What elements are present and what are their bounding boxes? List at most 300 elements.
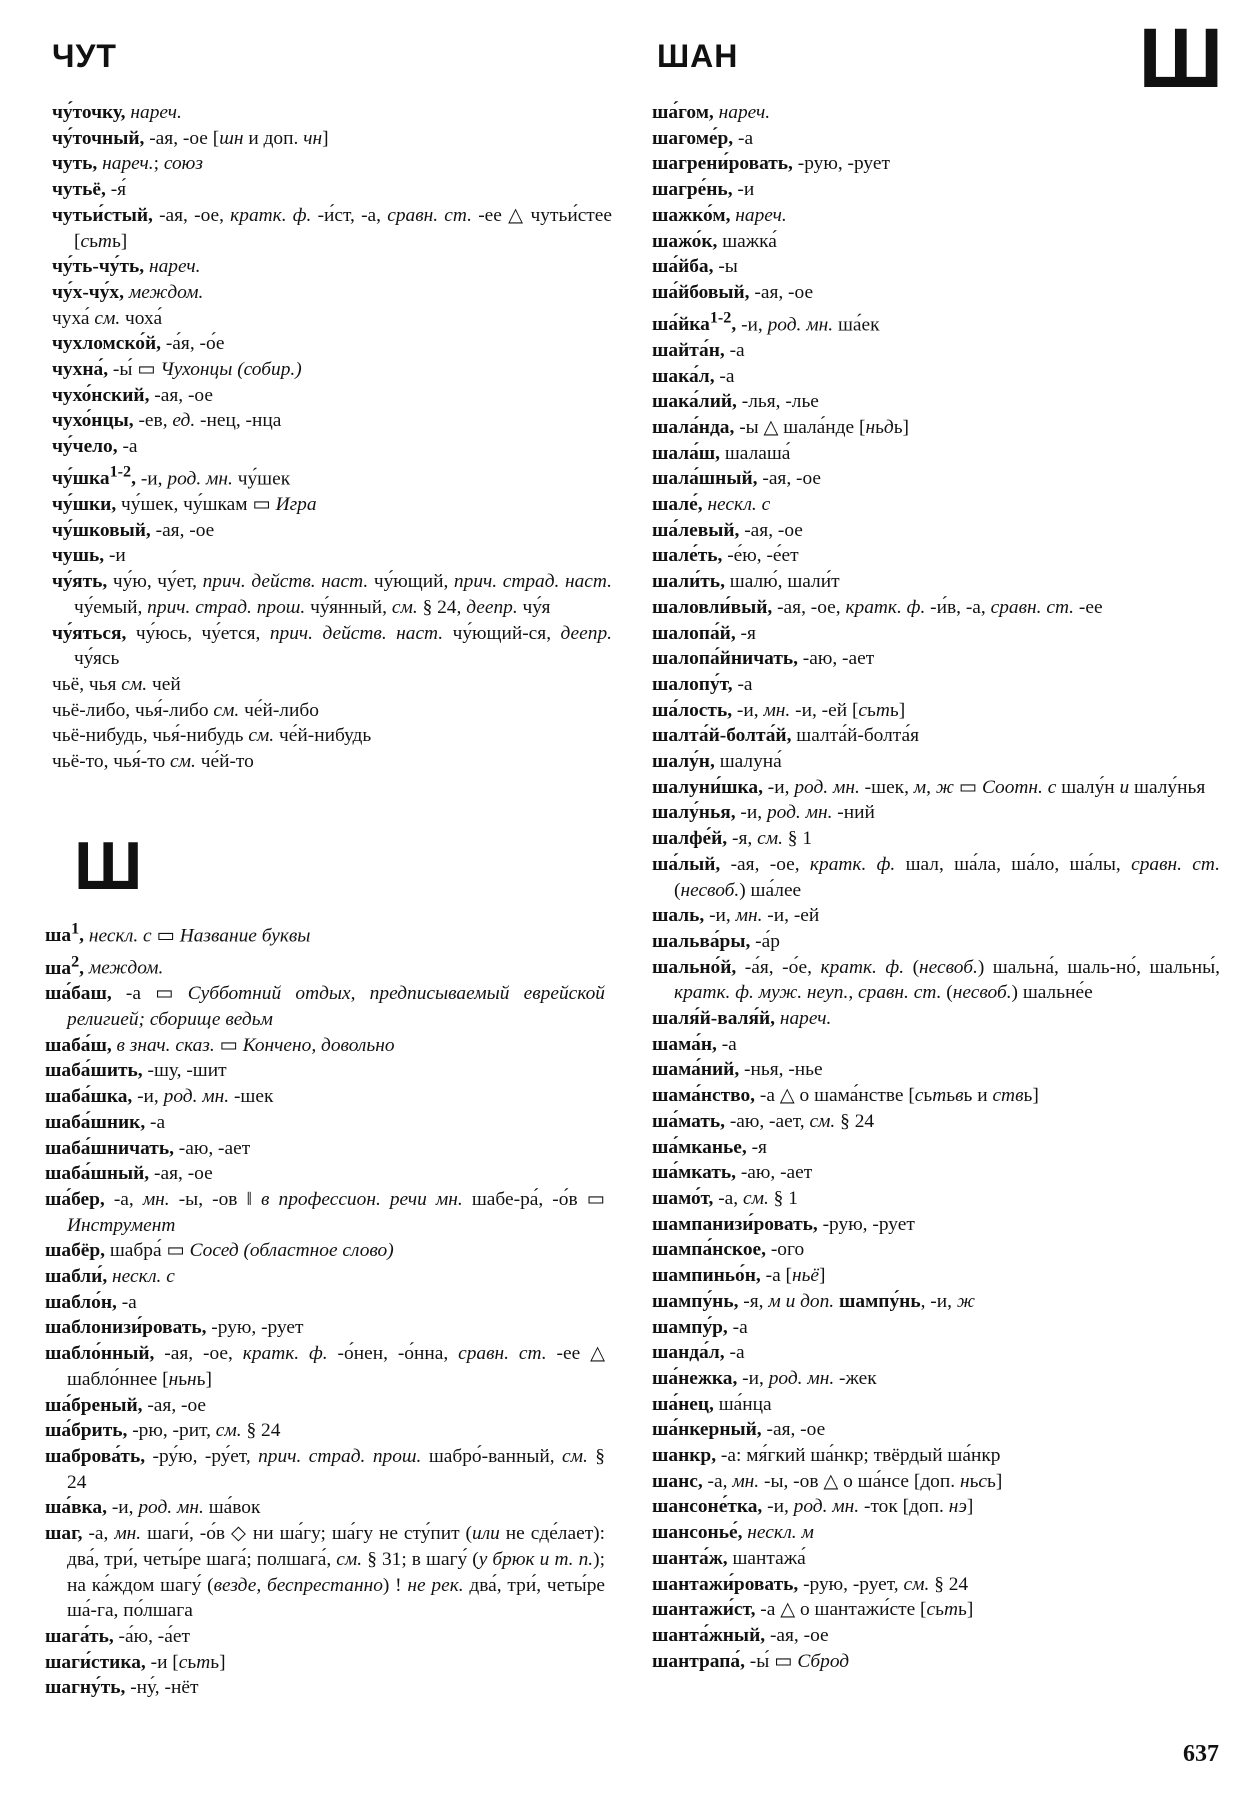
- dictionary-entry: [652, 254, 1220, 280]
- entry-headword: шалфе́й,: [652, 828, 728, 850]
- entry-headword: чу́точный,: [52, 127, 145, 149]
- entry-body: -ая, -ое, кратк. ф. шал, ша́ла, ша́ло, ша́лы, сравн. ст. (несвоб.) ша́лее: [674, 853, 1221, 901]
- entry-body: -ая, -ое: [765, 1624, 829, 1646]
- entry-body: -ая, -ое: [149, 1163, 213, 1185]
- dictionary-entry: [652, 1340, 1220, 1366]
- entry-body: -и, род. мн. -ний: [735, 802, 875, 824]
- entry-body: ша́нца: [713, 1393, 772, 1415]
- dictionary-entry: [52, 672, 612, 698]
- entry-body: -я́: [105, 179, 127, 201]
- entry-headword: чуть,: [52, 153, 98, 175]
- entry-body: -а: [732, 673, 753, 695]
- entry-body: -аю, -ает, см. § 24: [724, 1110, 875, 1132]
- dictionary-entry: [52, 383, 612, 409]
- entry-headword: шабли́,: [45, 1266, 108, 1288]
- entry-headword: шампу́нь,: [652, 1290, 739, 1312]
- entry-headword: шанта́ж,: [652, 1547, 728, 1569]
- right-column: [652, 100, 1220, 1674]
- dictionary-entry: [652, 1135, 1220, 1161]
- entry-body: -ая, -ое, кратк. ф. -о́нен, -о́нна, сравн. ст. -ее △ шабло́ннее [ньнь]: [67, 1343, 605, 1390]
- dictionary-entry: [652, 1109, 1220, 1135]
- entry-body: чьё, чья см. чей: [52, 673, 181, 695]
- dictionary-entry: [45, 949, 605, 981]
- dictionary-entry: [652, 1237, 1220, 1263]
- entry-body: -и, род. мн. чу́шек: [135, 468, 291, 490]
- entry-body: шалаша́: [720, 442, 791, 464]
- dictionary-entry: [652, 1263, 1220, 1289]
- entry-headword: шаг,: [45, 1523, 83, 1545]
- dictionary-entry: [652, 1443, 1220, 1469]
- entry-body: -ая, -ое, кратк. ф. -и́ст, -а, сравн. ст. -ее △ чутьи́стее [сьть]: [74, 204, 612, 252]
- entry-headword: шабло́н,: [45, 1291, 117, 1313]
- entry-body: -а △ о шантажи́сте [сьть]: [755, 1599, 974, 1621]
- dictionary-entry: [652, 955, 1220, 1006]
- entry-headword: ша́мать,: [652, 1110, 725, 1132]
- entry-body: -ы́ ▭ Сброд: [744, 1650, 850, 1672]
- entry-body: -ая, -ое, кратк. ф. -и́в, -а, сравн. ст. -ее: [772, 596, 1103, 618]
- entry-headword: шала́шный,: [652, 468, 758, 490]
- dictionary-entry: [52, 408, 612, 434]
- entry-headword: ша́вка,: [45, 1497, 107, 1519]
- entry-headword: шаброва́ть,: [45, 1446, 146, 1467]
- entry-headword: шака́лий,: [652, 391, 737, 413]
- entry-headword: ша́лый,: [652, 853, 721, 875]
- entry-body: -нья, -нье: [739, 1059, 823, 1081]
- dictionary-entry: [45, 1187, 605, 1238]
- entry-headword: чухна́,: [52, 359, 109, 381]
- entry-body: -а́ю, -а́ет: [113, 1625, 190, 1647]
- section-heading-letter: Ш: [74, 828, 143, 904]
- dictionary-entry: [52, 492, 612, 518]
- entry-headword: шабло́нный,: [45, 1343, 155, 1365]
- dictionary-entry: [652, 177, 1220, 203]
- entry-body: -а́я, -о́е, кратк. ф. (несвоб.) шальна́, шаль-но́, шальны́, кратк. ф. муж. неуп., сравн. ст. (несвоб.) шальне́е: [674, 956, 1220, 1004]
- dictionary-entry: [52, 254, 612, 280]
- entry-headword: шаги́стика,: [45, 1651, 146, 1673]
- entry-headword: ша́нежка,: [652, 1367, 738, 1389]
- entry-headword: шака́л,: [652, 365, 715, 387]
- entry-headword: шале́,: [652, 494, 703, 516]
- entry-body: чу́шек, чу́шкам ▭ Игра: [116, 494, 317, 516]
- dictionary-entry: [45, 1033, 605, 1059]
- dictionary-entry: [652, 1494, 1220, 1520]
- entry-body: чу́юсь, чу́ется, прич. действ. наст. чу́ющий-ся, деепр. чу́ясь: [74, 622, 612, 670]
- entry-body: -ы́ ▭ Чухонцы (собир.): [108, 359, 302, 381]
- dictionary-entry: [45, 1675, 605, 1701]
- entry-headword: шантрапа́,: [652, 1650, 745, 1672]
- entry-body: нареч.: [718, 102, 771, 123]
- entry-headword: шалуни́шка,: [652, 776, 763, 798]
- entry-body: -ы: [713, 256, 738, 278]
- entry-headword: чушь,: [52, 545, 105, 567]
- dictionary-entry: [652, 1623, 1220, 1649]
- entry-headword: чухломско́й,: [52, 333, 161, 355]
- entry-headword: шально́й,: [652, 956, 737, 978]
- dictionary-entry: [52, 306, 612, 332]
- dictionary-entry: [652, 280, 1220, 306]
- dictionary-entry: [652, 1186, 1220, 1212]
- entry-headword: чу́ть-чу́ть,: [52, 256, 145, 278]
- entry-body: -и, род. мн. -жек: [737, 1367, 877, 1389]
- entry-body: шалта́й-болта́я: [791, 725, 920, 747]
- entry-headword: ша́гом,: [652, 102, 714, 123]
- entry-headword: ша́бреный,: [45, 1394, 143, 1416]
- dictionary-entry: [652, 929, 1220, 955]
- dictionary-entry: [652, 466, 1220, 492]
- entry-headword: чу́точку,: [52, 102, 126, 123]
- dictionary-entry: [652, 800, 1220, 826]
- dictionary-entry: [652, 1212, 1220, 1238]
- dictionary-entry: [652, 1469, 1220, 1495]
- dictionary-entry: [45, 1315, 605, 1341]
- entry-headword: шампа́нское,: [652, 1239, 766, 1261]
- dictionary-entry: [52, 126, 612, 152]
- entry-body: нареч.: [779, 1008, 832, 1030]
- entry-headword: ша́левый,: [652, 519, 740, 541]
- entry-body: -и, род. мн. ша́ек: [736, 314, 880, 336]
- entry-headword: шаблонизи́ровать,: [45, 1317, 207, 1339]
- entry-headword: ша́мканье,: [652, 1136, 747, 1158]
- dictionary-entry: [52, 151, 612, 177]
- dictionary-entry: [652, 492, 1220, 518]
- entry-body: чу́ю, чу́ет, прич. действ. наст. чу́ющий, прич. страд. наст. чу́емый, прич. страд. прош. чу́янный, см. § 24, деепр. чу́я: [74, 571, 612, 618]
- entry-body: шалуна́: [714, 751, 782, 773]
- entry-body: -я, м и доп. шампу́нь, -и, ж: [738, 1290, 975, 1312]
- dictionary-entry: [652, 826, 1220, 852]
- entry-headword: ша́йбовый,: [652, 281, 750, 303]
- entry-body: -аю, -ает: [173, 1137, 251, 1159]
- entry-body: -е́ю, -е́ет: [722, 545, 799, 567]
- entry-headword: шанта́жный,: [652, 1624, 766, 1646]
- page-number: 637: [1183, 1741, 1219, 1767]
- entry-headword: шанс,: [652, 1470, 703, 1492]
- entry-headword: шага́ть,: [45, 1625, 114, 1647]
- entry-body: -лья, -лье: [736, 391, 819, 413]
- entry-body: нареч.; союз: [102, 153, 203, 175]
- entry-headword: шаловли́вый,: [652, 596, 773, 618]
- entry-headword: шама́ний,: [652, 1059, 740, 1081]
- entry-headword: шала́ш,: [652, 442, 721, 464]
- entry-body: -я: [735, 622, 756, 644]
- entry-headword: шама́нство,: [652, 1085, 756, 1107]
- dictionary-entry: [652, 1160, 1220, 1186]
- dictionary-entry: [652, 1315, 1220, 1341]
- entry-headword: ша́лость,: [652, 699, 733, 721]
- dictionary-entry: [52, 177, 612, 203]
- entry-headword: шаба́шить,: [45, 1060, 143, 1082]
- entry-body: -рую, -рует: [817, 1213, 915, 1235]
- dictionary-entry: [652, 1057, 1220, 1083]
- entry-headword: ша́йба,: [652, 256, 714, 278]
- entry-body: -ого: [766, 1239, 805, 1261]
- entry-headword: шантажи́ст,: [652, 1599, 756, 1621]
- entry-headword: шампу́р,: [652, 1316, 728, 1338]
- entry-body: нареч.: [735, 204, 787, 226]
- entry-body: шабра́ ▭ Сосед (областное слово): [105, 1240, 394, 1262]
- entry-headword: ша́мкать,: [652, 1162, 736, 1184]
- entry-headword: ша́брить,: [45, 1420, 128, 1442]
- dictionary-entry: [652, 543, 1220, 569]
- entry-body: -шу, -шит: [142, 1060, 227, 1082]
- dictionary-entry: [652, 1392, 1220, 1418]
- dictionary-entry: [652, 1546, 1220, 1572]
- entry-body: -а: [724, 339, 745, 361]
- dictionary-entry: [652, 1083, 1220, 1109]
- entry-headword: шалта́й-болта́й,: [652, 725, 792, 747]
- entry-body: -ая, -ое: [142, 1394, 207, 1416]
- dictionary-entry: [652, 903, 1220, 929]
- entry-headword: чутьи́стый,: [52, 204, 153, 226]
- entry-headword: шанкр,: [652, 1445, 717, 1467]
- running-head-right: ШАН: [657, 38, 739, 74]
- entry-headword: чухо́нцы,: [52, 410, 134, 432]
- entry-body: шалю́, шали́т: [724, 571, 840, 593]
- entry-body: -а́я, -о́е: [160, 333, 225, 355]
- entry-headword: шала́нда,: [652, 416, 735, 438]
- entry-headword: чутьё,: [52, 179, 106, 201]
- entry-body: -а, мн. -ы, -ов ‖ в профессион. речи мн. шабе-ра́, -о́в ▭ Инструмент: [67, 1188, 605, 1236]
- entry-body: -и, род. мн. -шек: [132, 1086, 274, 1108]
- entry-headword: $ша^2$,: [45, 953, 85, 979]
- entry-body: нескл. с: [112, 1266, 175, 1288]
- entry-headword: шаба́шничать,: [45, 1137, 174, 1159]
- entry-headword: ша́баш,: [45, 983, 112, 1005]
- dictionary-entry: [652, 151, 1220, 177]
- dictionary-entry: [652, 1597, 1220, 1623]
- dictionary-entry: [52, 698, 612, 724]
- dictionary-entry: [652, 1006, 1220, 1032]
- entry-body: -и: [732, 179, 755, 201]
- dictionary-entry: [652, 203, 1220, 229]
- dictionary-entry: [45, 1264, 605, 1290]
- entry-body: -и, род. мн. -шек, м, ж ▭ Соотн. с шалу́н и шалу́нья: [762, 776, 1206, 798]
- dictionary-entry: [652, 621, 1220, 647]
- dictionary-entry: [52, 331, 612, 357]
- entry-body: -и, род. мн. ша́вок: [106, 1497, 261, 1519]
- dictionary-entry: [45, 1418, 605, 1444]
- dictionary-entry: [45, 1161, 605, 1187]
- dictionary-entry: [52, 621, 612, 672]
- entry-headword: ша́бер,: [45, 1188, 105, 1210]
- dictionary-entry: [652, 338, 1220, 364]
- entry-body: нареч.: [130, 102, 182, 123]
- dictionary-entry: [652, 364, 1220, 390]
- entry-body: -и [сьть]: [145, 1651, 226, 1673]
- entry-headword: $ша^1$,: [45, 921, 85, 947]
- entry-body: -и, мн. -и, -ей: [704, 905, 820, 927]
- entry-headword: шамо́т,: [652, 1188, 714, 1209]
- entry-body: -а: [733, 127, 754, 149]
- entry-body: -а: [714, 365, 735, 387]
- entry-headword: шама́н,: [652, 1033, 717, 1055]
- entry-headword: чу́х-чу́х,: [52, 281, 124, 303]
- entry-headword: шансонье́,: [652, 1522, 743, 1544]
- dictionary-entry: [652, 518, 1220, 544]
- dictionary-entry: [652, 569, 1220, 595]
- entry-headword: чу́яться,: [52, 622, 127, 644]
- entry-headword: шагну́ть,: [45, 1677, 126, 1699]
- dictionary-entry: [652, 389, 1220, 415]
- entry-headword: чу́ять,: [52, 571, 108, 593]
- dictionary-entry: [45, 1058, 605, 1084]
- entry-body: -а: мя́гкий ша́нкр; твёрдый ша́нкр: [716, 1445, 1001, 1467]
- entry-body: -ру́ю, -ру́ет, прич. страд. прош. шабро́-ванный, см. § 24: [67, 1446, 606, 1493]
- entry-headword: шале́ть,: [652, 545, 723, 567]
- dictionary-entry: [52, 280, 612, 306]
- dictionary-entry: [652, 100, 1220, 126]
- dictionary-entry: [45, 1495, 605, 1521]
- left-column-lower: [45, 917, 605, 1701]
- entry-body: -а, мн. -ы, -ов △ о ша́нсе [доп. ньсь]: [702, 1470, 1003, 1492]
- entry-headword: ша́нкерный,: [652, 1419, 762, 1441]
- entry-body: чуха́ см. чоха́: [52, 307, 163, 329]
- entry-body: -ая, -ое: [149, 384, 213, 406]
- entry-body: -а: [145, 1111, 166, 1133]
- entry-body: -а △ о шама́нстве [сьтьвь и ствь]: [755, 1085, 1039, 1107]
- dictionary-entry: [52, 518, 612, 544]
- entry-body: -рую, -рует, см. § 24: [798, 1573, 969, 1595]
- dictionary-entry: [45, 917, 605, 949]
- entry-headword: шалопа́й,: [652, 622, 736, 644]
- dictionary-entry: [652, 441, 1220, 467]
- entry-headword: ша́нец,: [652, 1393, 714, 1415]
- entry-headword: шагрени́ровать,: [652, 153, 793, 175]
- dictionary-entry: [52, 434, 612, 460]
- dictionary-entry: [652, 1649, 1220, 1675]
- entry-headword: шайта́н,: [652, 339, 725, 361]
- dictionary-entry: [45, 1136, 605, 1162]
- dictionary-entry: [45, 1650, 605, 1676]
- entry-headword: шаба́шка,: [45, 1086, 133, 1108]
- dictionary-entry: [45, 1110, 605, 1136]
- entry-body: нескл. с: [707, 494, 771, 516]
- dictionary-entry: [652, 1366, 1220, 1392]
- dictionary-entry: [652, 306, 1220, 338]
- entry-headword: шаба́шный,: [45, 1163, 150, 1185]
- dictionary-entry: [652, 723, 1220, 749]
- entry-body: шантажа́: [727, 1547, 806, 1569]
- dictionary-entry: [652, 852, 1220, 903]
- entry-body: нареч.: [148, 256, 201, 278]
- dictionary-entry: [652, 749, 1220, 775]
- dictionary-entry: [52, 460, 612, 492]
- entry-headword: шампанизи́ровать,: [652, 1213, 818, 1235]
- entry-body: -а [ньё]: [760, 1265, 826, 1287]
- entry-headword: чу́шки,: [52, 494, 117, 516]
- left-column-upper: [52, 100, 612, 775]
- entry-headword: шальва́ры,: [652, 930, 751, 952]
- entry-body: -а: [716, 1033, 737, 1055]
- entry-headword: чу́чело,: [52, 436, 118, 458]
- entry-headword: шажо́к,: [652, 230, 718, 252]
- entry-body: -а, мн. шаги́, -о́в ◇ ни ша́гу; ша́гу не сту́пит (или не сде́лает): два́, три́, четы́ре шага́; полшага́, см. § 31; в шагу́ (у брюк и т. п.); на ка́ждом шагу́ (везде, беспрестанно) ! не рек. два́, три́, четы́ре ша́-га, по́лшага: [67, 1523, 606, 1622]
- dictionary-entry: [52, 569, 612, 620]
- dictionary-entry: [652, 415, 1220, 441]
- entry-headword: шаль,: [652, 905, 705, 927]
- entry-body: -и, мн. -и, -ей [сьть]: [732, 699, 906, 721]
- entry-headword: шагре́нь,: [652, 179, 733, 201]
- entry-body: -ая, -ое: [757, 468, 822, 490]
- dictionary-entry: [45, 1393, 605, 1419]
- entry-body: -аю, -ает: [735, 1162, 813, 1184]
- entry-body: -я: [746, 1136, 767, 1158]
- dictionary-entry: [52, 357, 612, 383]
- entry-body: -ая, -ое [шн и доп. чн]: [144, 127, 329, 149]
- entry-headword: чу́шка$^{1-2}$,: [52, 463, 136, 490]
- entry-body: -рую, -рует: [206, 1317, 304, 1339]
- entry-body: -а: [724, 1342, 745, 1364]
- entry-headword: шампиньо́н,: [652, 1265, 761, 1287]
- entry-headword: шалопа́йничать,: [652, 648, 798, 670]
- entry-body: -рю, -рит, см. § 24: [127, 1420, 281, 1442]
- running-head-left: ЧУТ: [52, 38, 117, 74]
- entry-headword: шансоне́тка,: [652, 1496, 763, 1518]
- dictionary-entry: [652, 698, 1220, 724]
- entry-body: -ая, -ое: [739, 519, 803, 541]
- dictionary-entry: [652, 775, 1220, 801]
- dictionary-entry: [45, 1624, 605, 1650]
- entry-headword: чухо́нский,: [52, 384, 150, 406]
- dictionary-entry: [52, 203, 612, 254]
- entry-headword: шаля́й-валя́й,: [652, 1008, 775, 1030]
- dictionary-entry: [52, 543, 612, 569]
- entry-headword: шалу́нья,: [652, 802, 736, 824]
- dictionary-entry: [652, 1520, 1220, 1546]
- entry-body: -ев, ед. -нец, -нца: [133, 410, 282, 432]
- entry-body: -а, см. § 1: [713, 1188, 798, 1209]
- dictionary-entry: [45, 1341, 605, 1392]
- dictionary-entry: [652, 126, 1220, 152]
- entry-body: в знач. сказ. ▭ Кончено, довольно: [116, 1034, 395, 1056]
- entry-body: -аю, -ает: [797, 648, 875, 670]
- entry-body: -ая, -ое: [749, 281, 814, 303]
- dictionary-entry: [52, 749, 612, 775]
- dictionary-entry: [652, 646, 1220, 672]
- dictionary-entry: [652, 672, 1220, 698]
- entry-body: -а: [117, 436, 138, 458]
- entry-body: -и: [104, 545, 126, 567]
- entry-headword: шантажи́ровать,: [652, 1573, 799, 1595]
- dictionary-entry: [52, 723, 612, 749]
- entry-headword: шанда́л,: [652, 1342, 725, 1364]
- dictionary-entry: [652, 1032, 1220, 1058]
- entry-headword: шабёр,: [45, 1240, 105, 1262]
- dictionary-entry: [45, 1521, 605, 1624]
- entry-body: чьё-нибудь, чья́-нибудь см. че́й-нибудь: [52, 725, 372, 747]
- entry-headword: чу́шковый,: [52, 519, 151, 541]
- entry-body: -ая, -ое: [150, 519, 215, 541]
- dictionary-entry: [52, 100, 612, 126]
- entry-body: -рую, -рует: [792, 153, 890, 175]
- entry-headword: шагоме́р,: [652, 127, 734, 149]
- dictionary-entry: [652, 1572, 1220, 1598]
- entry-headword: шаба́ш,: [45, 1034, 112, 1056]
- entry-body: -а: [116, 1291, 137, 1313]
- entry-body: -а́р: [750, 930, 780, 952]
- entry-body: -а: [727, 1316, 748, 1338]
- dictionary-entry: [45, 1444, 605, 1495]
- entry-headword: шажко́м,: [652, 204, 731, 226]
- entry-body: междом.: [128, 281, 204, 303]
- entry-body: -ы △ шала́нде [ньдь]: [734, 416, 910, 438]
- entry-body: чьё-то, чья́-то см. че́й-то: [52, 751, 254, 773]
- entry-body: -а ▭ Субботний отдых, предписываемый еврейской религией; сборище ведьм: [67, 983, 605, 1031]
- entry-headword: шалу́н,: [652, 751, 715, 773]
- entry-headword: ша́йка$^{1-2}$,: [652, 309, 737, 336]
- entry-body: нескл. с ▭ Название буквы: [88, 925, 311, 947]
- entry-body: нескл. м: [747, 1522, 814, 1544]
- section-thumb-letter: Ш: [1138, 11, 1223, 105]
